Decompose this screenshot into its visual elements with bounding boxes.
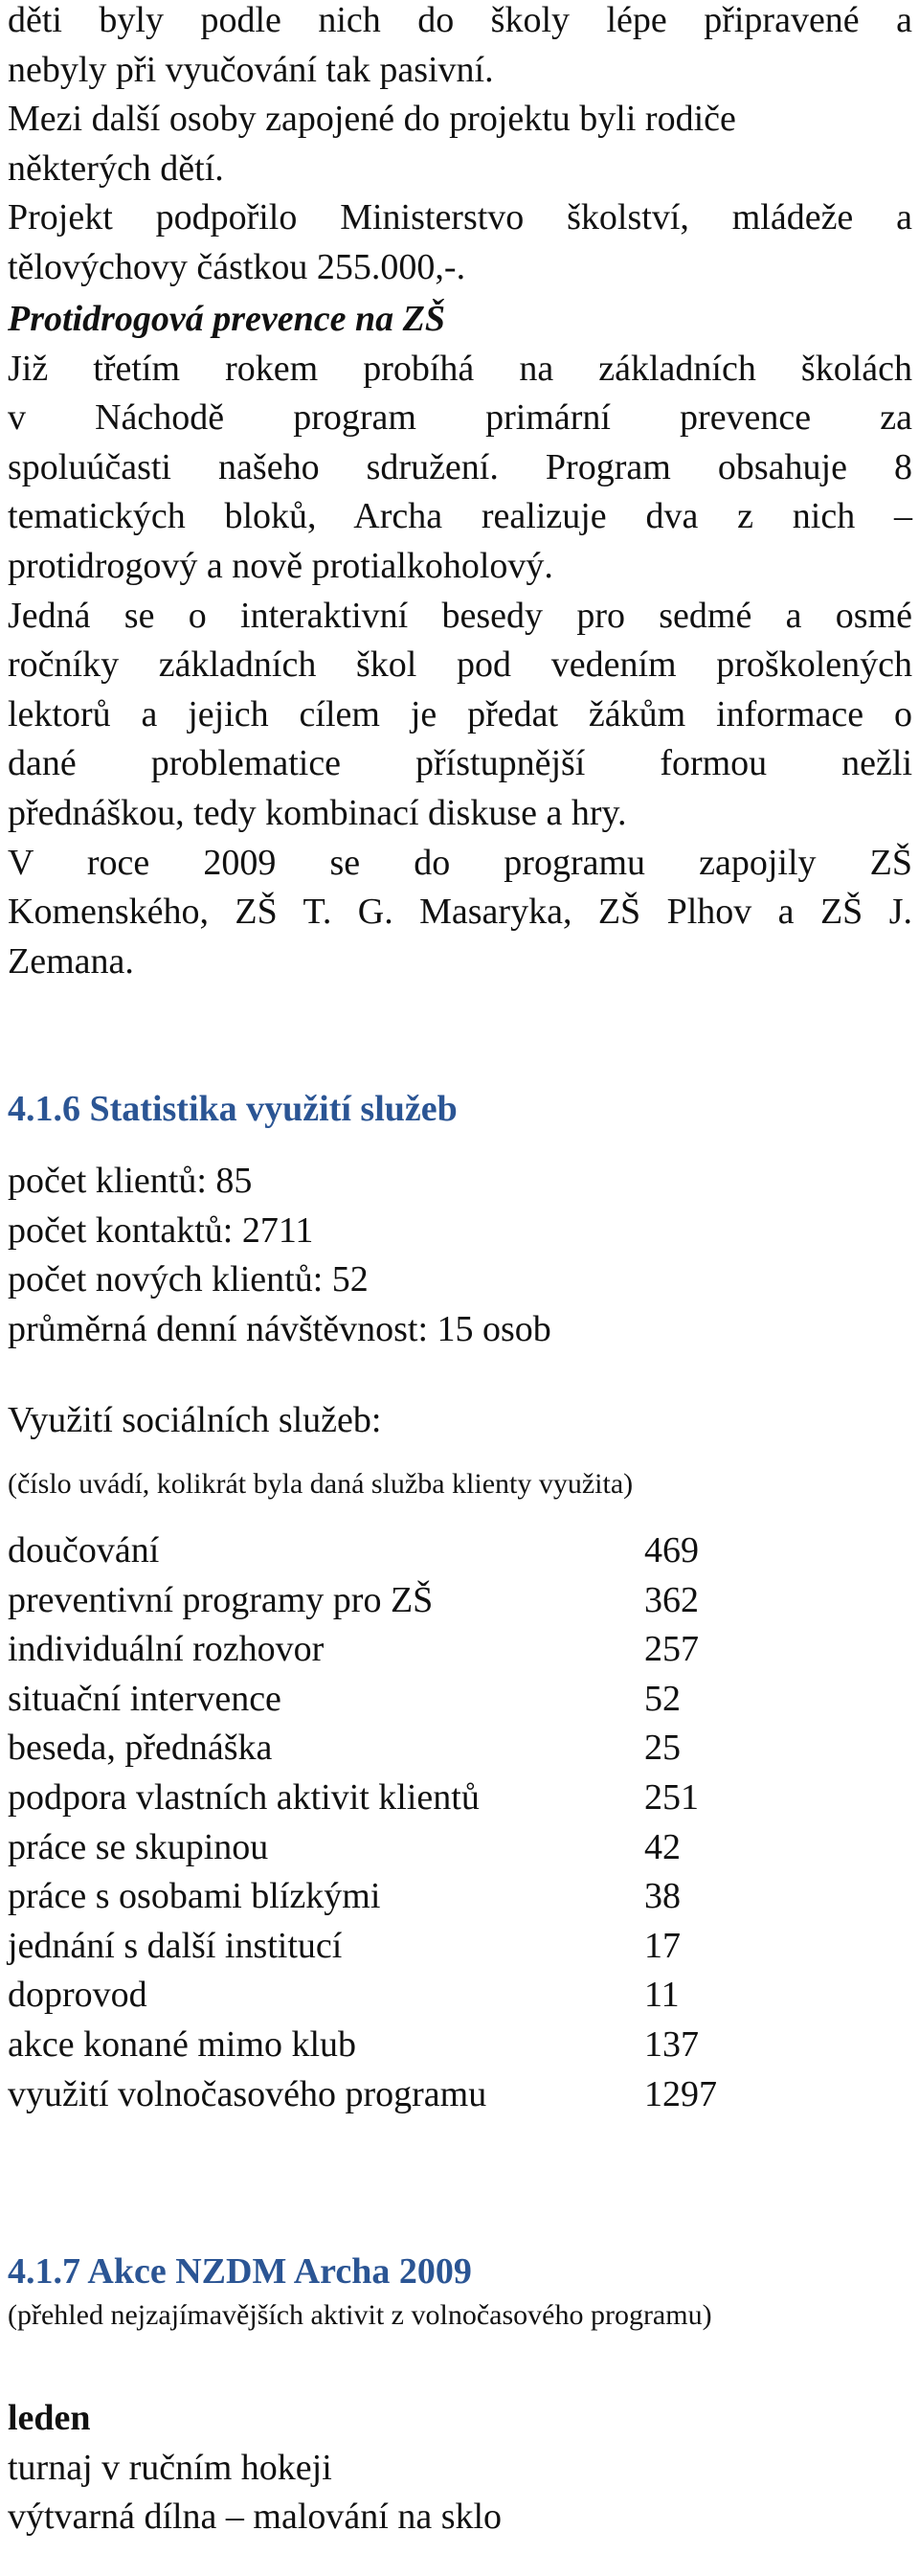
table-row [8, 1774, 912, 1823]
stats-section [8, 1084, 912, 2119]
table-row [8, 1971, 912, 2021]
event-item: turnaj v ručním hokeji [8, 2447, 332, 2488]
text-line: přednáškou, tedy kombinací diskuse a hry. [8, 792, 627, 833]
services-title: Využití sociálních služeb: [8, 1400, 382, 1441]
text-line: Komenského, ZŠ T. G. Masaryka, ZŠ Plhov a ZŠ J. [8, 892, 912, 933]
stats-heading: 4.1.6 Statistika využití služeb [8, 1089, 458, 1129]
summary-line: počet nových klientů: 52 [8, 1259, 369, 1300]
service-name: doprovod [8, 1975, 147, 2016]
service-count: 251 [644, 1776, 699, 1818]
service-count: 17 [644, 1925, 681, 1966]
service-name: podpora vlastních aktivit klientů [8, 1776, 480, 1818]
prevention-section [8, 295, 912, 986]
table-row [8, 1526, 912, 1576]
table-row [8, 1625, 912, 1675]
service-name: situační intervence [8, 1678, 281, 1719]
service-count: 362 [644, 1579, 699, 1620]
text-line: dané problematice přístupnější formou nežli [8, 743, 912, 784]
events-section [8, 2247, 912, 2542]
events-heading: 4.1.7 Akce NZDM Archa 2009 [8, 2251, 472, 2292]
table-row [8, 1823, 912, 1873]
events-note: (přehled nejzajímavějších aktivit z volnočasového programu) [8, 2299, 712, 2331]
text-line: Mezi další osoby zapojené do projektu byli rodiče [8, 99, 736, 140]
table-row [8, 1872, 912, 1922]
service-name: jednání s další institucí [8, 1925, 343, 1966]
table-row [8, 2070, 912, 2120]
service-count: 257 [644, 1629, 699, 1670]
service-count: 469 [644, 1529, 699, 1570]
service-count: 38 [644, 1876, 681, 1917]
text-line: V roce 2009 se do programu zapojily ZŠ [8, 842, 912, 883]
month-label: leden [8, 2398, 91, 2438]
services-table [8, 1526, 912, 2119]
intro-block [8, 0, 912, 293]
summary-line: průměrná denní návštěvnost: 15 osob [8, 1308, 551, 1349]
text-line: Jedná se o interaktivní besedy pro sedmé a osmé [8, 595, 912, 636]
service-count: 1297 [644, 2073, 717, 2114]
text-line: lektorů a jejich cílem je předat žákům informace o [8, 693, 912, 734]
table-row [8, 1724, 912, 1774]
table-row [8, 1922, 912, 1972]
service-count: 25 [644, 1728, 681, 1769]
service-count: 137 [644, 2023, 699, 2065]
text-line: spoluúčasti našeho sdružení. Program obsahuje 8 [8, 446, 912, 487]
text-line: děti byly podle nich do školy lépe připravené a [8, 0, 912, 40]
service-name: práce s osobami blízkými [8, 1876, 381, 1917]
table-row [8, 1576, 912, 1626]
text-line: v Náchodě program primární prevence za [8, 397, 912, 439]
service-name: individuální rozhovor [8, 1629, 325, 1670]
text-line: Zemana. [8, 940, 134, 982]
service-name: doučování [8, 1529, 160, 1570]
service-name: preventivní programy pro ZŠ [8, 1579, 434, 1620]
text-line: některých dětí. [8, 147, 224, 189]
service-count: 52 [644, 1678, 681, 1719]
summary-line: počet klientů: 85 [8, 1161, 253, 1201]
event-item: výtvarná dílna – malování na sklo [8, 2497, 503, 2538]
service-name: akce konané mimo klub [8, 2023, 357, 2065]
services-note: (číslo uvádí, kolikrát byla daná služba klienty využita) [8, 1467, 634, 1500]
service-count: 11 [644, 1975, 680, 2016]
text-line: tělovýchovy částkou 255.000,-. [8, 246, 466, 287]
text-line: tematických bloků, Archa realizuje dva z nich – [8, 496, 912, 537]
text-line: Již třetím rokem probíhá na základních školách [8, 348, 912, 389]
prevention-heading: Protidrogová prevence na ZŠ [8, 299, 446, 339]
table-row [8, 2021, 912, 2070]
text-line: nebyly při vyučování tak pasivní. [8, 49, 494, 90]
summary-line: počet kontaktů: 2711 [8, 1209, 314, 1251]
service-count: 42 [644, 1826, 681, 1867]
text-line: ročníky základních škol pod vedením proškolených [8, 644, 912, 686]
service-name: práce se skupinou [8, 1826, 269, 1867]
service-name: využití volnočasového programu [8, 2073, 487, 2114]
text-line: Projekt podpořilo Ministerstvo školství, mládeže a [8, 197, 912, 238]
service-name: beseda, přednáška [8, 1728, 273, 1769]
table-row [8, 1675, 912, 1725]
text-line: protidrogový a nově protialkoholový. [8, 545, 553, 586]
